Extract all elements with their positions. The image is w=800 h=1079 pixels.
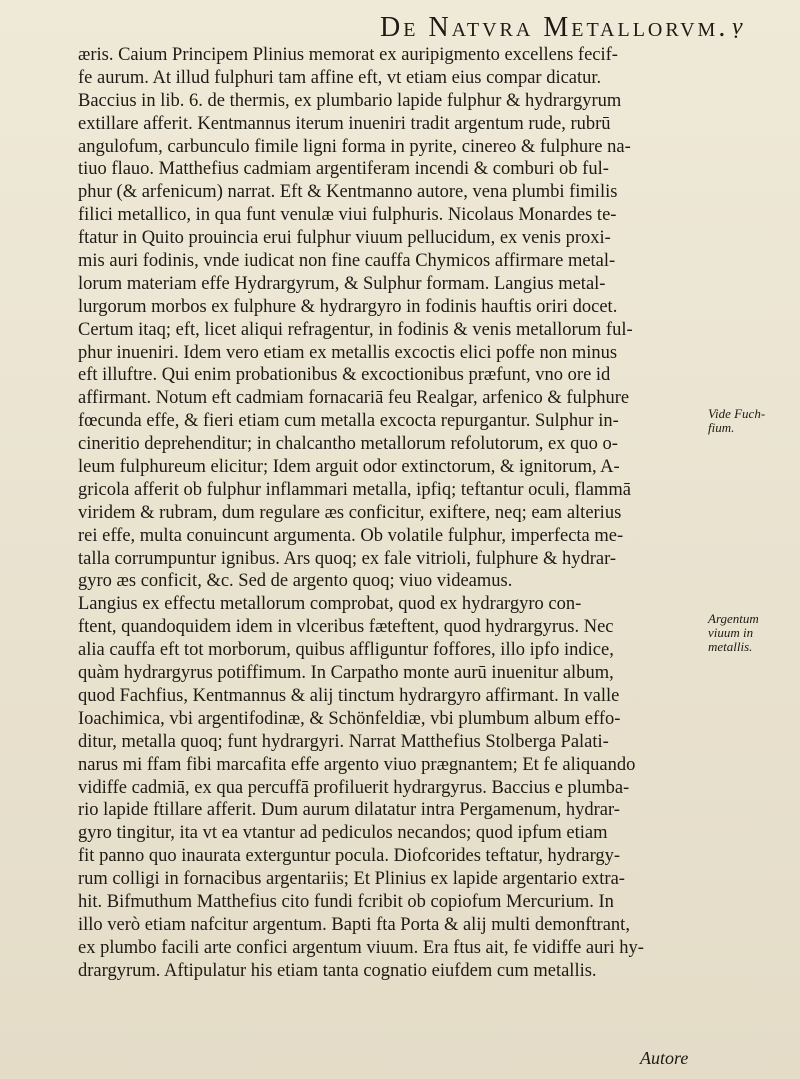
text-line: phur (& arfenicum) narrat. Eft & Kentmanno autore, vena plumbi fimilis — [78, 182, 618, 203]
signature-mark: ṿ — [732, 14, 743, 40]
text-line: ftent, quandoquidem idem in vlceribus fæteftent, quod hydrargyrus. Nec — [78, 617, 614, 638]
margin-note-line: Argentum — [708, 611, 759, 626]
text-line: narus mi ffam fibi marcafita effe argento viuo prægnantem; Et fe aliquando — [78, 754, 636, 775]
margin-note-vide-fuchsium — [708, 407, 765, 435]
margin-note-argentum-viuum — [708, 612, 759, 654]
text-line: quod Fachfius, Kentmannus & alij tinctum hydrargyro affirmant. In valle — [78, 685, 620, 706]
text-line: cineritio deprehenditur; in chalcantho metallorum refolutorum, ex quo o- — [78, 434, 618, 455]
text-line: extillare afferit. Kentmannus iterum inueniri tradit argentum rude, rubrū — [78, 113, 611, 134]
text-line: drargyrum. Aftipulatur his etiam tanta cognatio eiufdem cum metallis. — [78, 960, 597, 981]
text-line: mis auri fodinis, vnde iudicat non fine cauffa Chymicos affirmare metal- — [78, 251, 616, 272]
text-line: eft illuftre. Qui enim probationibus & excoctionibus præfunt, vno ore id — [78, 365, 611, 386]
text-line: Certum itaq; eft, licet aliqui refragentur, in fodinis & venis metallorum ful- — [78, 319, 633, 340]
text-line: gyro tingitur, ita vt ea vtantur ad pediculos necandos; quod ipfum etiam — [78, 823, 608, 844]
text-line: angulofum, carbunculo fimile ligni forma in pyrite, cinereo & fulphure na- — [78, 136, 631, 157]
text-line: fit panno quo inaurata exterguntur pocula. Diofcorides teftatur, hydrargy- — [78, 846, 621, 867]
text-line: vidiffe cadmiā, ex qua percuffā profiluerit hydrargyrus. Baccius e plumba- — [78, 777, 630, 798]
text-line: rei effe, multa conuincunt argumenta. Ob volatile fulphur, imperfecta me- — [78, 525, 624, 546]
text-line: talla corrumpuntur ignibus. Ars quoq; ex fale vitrioli, fulphure & hydrar- — [78, 548, 617, 569]
text-line: Baccius in lib. 6. de thermis, ex plumbario lapide fulphur & hydrargyrum — [78, 90, 622, 111]
margin-note-line: fium. — [708, 420, 735, 435]
margin-note-line: viuum in — [708, 625, 754, 640]
text-line: gyro æs conficit, &c. Sed de argento quoq; viuo videamus. — [78, 571, 513, 592]
margin-note-line: metallis. — [708, 639, 753, 654]
text-line: fe aurum. At illud fulphuri tam affine eft, vt etiam eius compar dicatur. — [78, 67, 602, 88]
text-line: lorum materiam effe Hydrargyrum, & Sulphur formam. Langius metal- — [78, 273, 606, 294]
text-line: hit. Bifmuthum Matthefius cito fundi fcribit ob copiofum Mercurium. In — [78, 891, 614, 912]
text-line: Ioachimica, vbi argentifodinæ, & Schönfeldiæ, vbi plumbum album effo- — [78, 708, 621, 729]
catchword: Autore — [640, 1048, 689, 1068]
text-line: rio lapide ftillare afferit. Dum aurum dilatatur intra Pergamenum, hydrar- — [78, 800, 620, 821]
text-line: alia cauffa eft tot morborum, quibus affliguntur foffores, illo ipfo indice, — [78, 640, 614, 661]
text-line: phur inueniri. Idem vero etiam ex metallis excoctis elici poffe non minus — [78, 342, 618, 363]
text-line: gricola afferit ob fulphur inflammari metalla, ipfiq; teftantur oculi, flammā — [78, 479, 631, 500]
text-line: illo verò etiam nafcitur argentum. Bapti fta Porta & alij multi demonftrant, — [78, 914, 630, 935]
text-line: ditur, metalla quoq; funt hydrargyri. Narrat Matthefius Stolberga Palati- — [78, 731, 609, 752]
text-line: fœcunda effe, & fieri etiam cum metalla excocta repurgantur. Sulphur in- — [78, 411, 619, 432]
text-line: leum fulphureum elicitur; Idem arguit odor extinctorum, & ignitorum, A- — [78, 457, 620, 478]
text-line: ex plumbo facili arte confici argentum viuum. Era ftus ait, fe vidiffe auri hy- — [78, 937, 644, 958]
text-line: tiuo flauo. Matthefius cadmiam argentiferam incendi & comburi ob ful- — [78, 159, 609, 180]
text-line: filici metallico, in qua funt venulæ viui fulphuris. Nicolaus Monardes te- — [78, 205, 617, 226]
main-text-block — [78, 44, 706, 983]
text-line: viridem & rubram, dum regulare æs conficitur, exiftere, neq; eam alterius — [78, 502, 622, 523]
text-line: lurgorum morbos ex fulphure & hydrargyro in fodinis hauftis oriri docet. — [78, 296, 618, 317]
text-line: Langius ex effectu metallorum comprobat, quod ex hydrargyro con- — [78, 594, 582, 615]
text-line: quàm hydrargyrus potiffimum. In Carpatho monte aurū inuenitur album, — [78, 663, 614, 684]
margin-note-line: Vide Fuch- — [708, 406, 766, 421]
running-title: De Natvra Metallorvm. — [380, 12, 729, 43]
text-line: rum colligi in fornacibus argentariis; Et Plinius ex lapide argentario extra- — [78, 869, 625, 890]
text-line: affirmant. Notum eft cadmiam fornacariā feu Realgar, arfenico & fulphure — [78, 388, 630, 409]
page-header — [0, 6, 800, 42]
text-line: ftatur in Quito prouincia erui fulphur viuum pellucidum, ex venis proxi- — [78, 228, 611, 249]
text-line: æris. Caium Principem Plinius memorat ex auripigmento excellens fecif- — [78, 45, 618, 65]
